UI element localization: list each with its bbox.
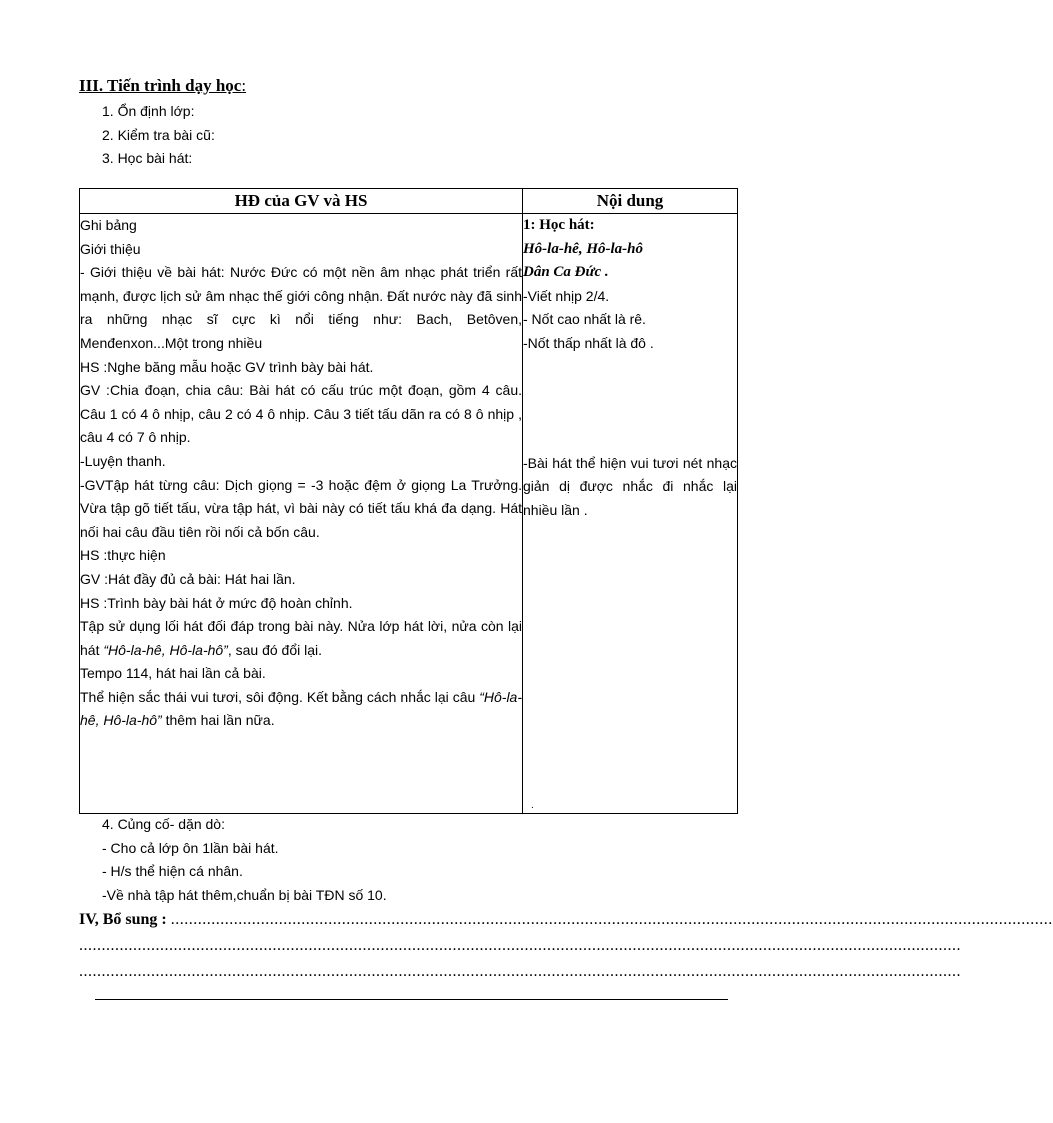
song-character-note: -Bài hát thể hiện vui tươi nét nhạc giản dị được nhắc đi nhắc lại nhiều lần . (523, 454, 737, 518)
song-quote: “Hô-la-hê, Hô-la-hô” (103, 641, 228, 658)
end-dot: . (531, 800, 534, 811)
gv-sing-line: GV :Hát đầy đủ cả bài: Hát hai lần. (80, 570, 296, 587)
section-heading-label: III. Tiến trình dạy học (79, 76, 242, 95)
highest-note: - Nốt cao nhất là rê. (523, 311, 646, 328)
expression-paragraph (80, 686, 522, 733)
lowest-note: -Nốt thấp nhất là đô . (523, 334, 654, 351)
warmup-line: -Luyện thanh. (80, 452, 166, 469)
tempo-line: Tempo 114, hát hai lần cả bài. (80, 665, 266, 682)
header-activities: HĐ của GV và HS (80, 189, 523, 214)
hs-do-line: HS :thực hiện (80, 547, 166, 564)
gv-divide-paragraph: GV :Chia đoạn, chia câu: Bài hát có cấu trúc một đoạn, gồm 4 câu. Câu 1 có 4 ô nhịp, câu 2 có 4 ô nhịp. Câu 3 tiết tấu dãn ra có 8 ô nhịp , câu 4 có 7 ô nhịp. (80, 382, 522, 446)
lesson-table (79, 188, 738, 814)
header-content: Nội dung (523, 189, 738, 214)
supplement-row (79, 963, 961, 989)
step-item: 3. Học bài hát: (102, 150, 193, 166)
expression-end: thêm hai lần nữa. (161, 712, 275, 729)
content-cell (523, 214, 738, 814)
song-origin: Dân Ca Đức . (523, 264, 609, 281)
consolidation-list (102, 813, 387, 907)
supplement-section (79, 911, 1053, 989)
hs-present-line: HS :Trình bày bài hát ở mức độ hoàn chỉnh. (80, 594, 353, 611)
call-response-end: , sau đó đổi lại. (227, 641, 323, 658)
hs-listen-line: HS :Nghe băng mẫu hoặc GV trình bày bài hát. (80, 358, 374, 375)
intro-paragraph: - Giới thiệu về bài hát: Nước Đức có một nền âm nhạc phát triển rất mạnh, được lịch sử âm nhạc thế giới công nhận. Đất nước này đã sinh ra những nhạc sĩ cực kì nổi tiếng như: Bach, Betôven, Menđenxon...Một trong nhiều (80, 264, 522, 351)
step-item: 1. Ổn định lớp: (102, 103, 195, 119)
call-response-paragraph (80, 615, 522, 662)
consolidation-item: - Cho cả lớp ôn 1lần bài hát. (102, 839, 279, 856)
gv-practice-paragraph: -GVTập hát từng câu: Dịch giọng = -3 hoặc đệm ở giọng La Trưởng. Vừa tập gõ tiết tấu, vừa tập hát, vì bài này có tiết tấu khá đa dạng. Hát nối hai câu đầu tiên rồi nối cả bốn câu. (80, 476, 522, 540)
meter-note: -Viết nhịp 2/4. (523, 287, 610, 304)
board-note: Ghi bảng (80, 217, 137, 233)
section-heading (79, 76, 246, 96)
dotted-line: .................................................................................................................................................................................................... (79, 937, 961, 954)
bottom-rule (95, 999, 728, 1000)
song-quote: “Hô-la-hê, Hô-la-hô” (80, 688, 522, 729)
step-item: 2. Kiểm tra bài cũ: (102, 126, 215, 143)
learn-song-title: 1: Học hát: (523, 217, 595, 233)
supplement-row (79, 911, 1053, 937)
steps-list (102, 100, 215, 171)
song-name: Hô-la-hê, Hô-la-hô (523, 240, 643, 257)
consolidation-item: 4. Củng cố- dặn dò: (102, 816, 225, 832)
dotted-line: .................................................................................................................................................................................................... (79, 963, 961, 980)
call-response-text: Tập sử dụng lối hát đối đáp trong bài này. Nửa lớp hát lời, nửa còn lại hát (80, 618, 522, 658)
table-row (80, 214, 738, 814)
consolidation-item: - H/s thể hiện cá nhân. (102, 863, 243, 879)
dotted-line: .................................................................................................................................................................................................... (170, 911, 1053, 928)
supplement-label: IV, Bổ sung : (79, 911, 167, 928)
spacer (523, 356, 737, 452)
section-heading-colon: : (241, 76, 247, 95)
table-header-row (80, 189, 738, 214)
consolidation-item: -Về nhà tập hát thêm,chuẩn bị bài TĐN số 10. (102, 886, 387, 903)
expression-text: Thể hiện sắc thái vui tươi, sôi động. Kết bằng cách nhắc lại câu (80, 688, 480, 705)
introduction-label: Giới thiệu (80, 240, 141, 257)
supplement-row (79, 937, 961, 963)
activities-cell (80, 214, 523, 814)
